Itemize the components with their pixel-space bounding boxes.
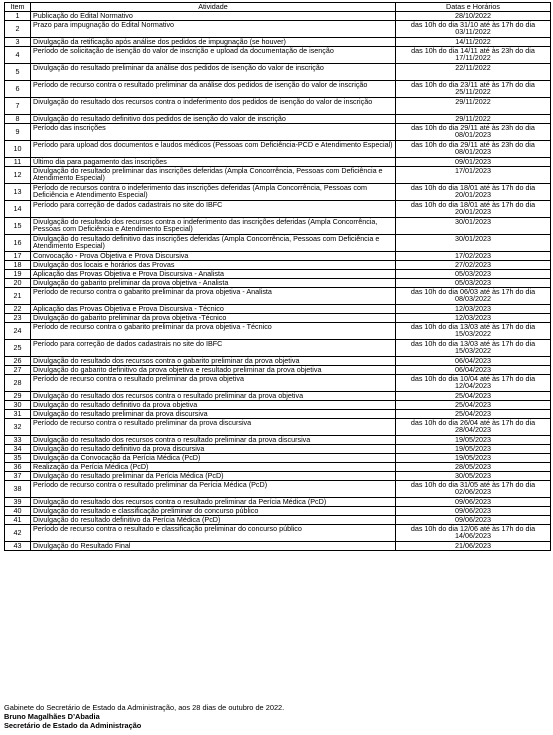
row-item-number: 16 [5,235,31,252]
row-item-number: 26 [5,357,31,366]
row-date: das 10h do dia 13/03 até às 17h do dia 15/03/2022 [396,323,551,340]
row-activity: Divulgação da Convocação da Perícia Médica (PcD) [31,454,396,463]
row-item-number: 13 [5,184,31,201]
row-activity: Divulgação do resultado dos recursos contra o indeferimento dos pedidos de isenção do valor de inscrição [31,98,396,115]
row-item-number: 29 [5,392,31,401]
row-date: das 10h do dia 23/11 até às 17h do dia 25/11/2022 [396,81,551,98]
row-date: 14/11/2022 [396,38,551,47]
row-date: das 10h do dia 29/11 até às 23h do dia 08/01/2023 [396,141,551,158]
row-activity: Divulgação da retificação após análise dos pedidos de impugnação (se houver) [31,38,396,47]
table-row [5,525,551,542]
table-row [5,323,551,340]
row-activity: Período de recurso contra o resultado preliminar da prova discursiva [31,419,396,436]
row-date: 28/10/2022 [396,12,551,21]
row-activity: Período de solicitação de isenção do valor de inscrição e upload da documentação de isenção [31,47,396,64]
row-date: das 10h do dia 13/03 até às 17h do dia 15/03/2022 [396,340,551,357]
table-row [5,141,551,158]
row-activity: Período para correção de dados cadastrais no site do IBFC [31,201,396,218]
schedule-table [4,2,551,551]
row-date: das 10h do dia 10/04 até às 17h do dia 12/04/2023 [396,375,551,392]
table-row [5,218,551,235]
row-date: 27/02/2023 [396,261,551,270]
row-date: 12/03/2023 [396,305,551,314]
row-item-number: 41 [5,516,31,525]
row-item-number: 28 [5,375,31,392]
row-date: das 10h do dia 31/05 até às 17h do dia 02/06/2023 [396,481,551,498]
row-activity: Último dia para pagamento das inscrições [31,158,396,167]
row-activity: Divulgação do resultado definitivo da Perícia Médica (PcD) [31,516,396,525]
row-item-number: 42 [5,525,31,542]
row-date: 09/06/2023 [396,516,551,525]
row-item-number: 39 [5,498,31,507]
row-date: das 10h do dia 14/11 até às 23h do dia 17/11/2022 [396,47,551,64]
row-item-number: 4 [5,47,31,64]
row-activity: Divulgação do gabarito definitivo da prova objetiva e resultado preliminar da prova objetiva [31,366,396,375]
row-date: 21/06/2023 [396,542,551,551]
table-row [5,481,551,498]
row-activity: Aplicação das Provas Objetiva e Prova Discursiva - Técnico [31,305,396,314]
row-activity: Prazo para impugnação do Edital Normativo [31,21,396,38]
row-item-number: 1 [5,12,31,21]
row-item-number: 3 [5,38,31,47]
row-item-number: 7 [5,98,31,115]
row-date: 05/03/2023 [396,279,551,288]
row-activity: Período de recurso contra o resultado preliminar da análise dos pedidos de isenção do valor de inscrição [31,81,396,98]
table-row [5,340,551,357]
row-activity: Realização da Perícia Médica (PcD) [31,463,396,472]
row-item-number: 10 [5,141,31,158]
row-date: 30/05/2023 [396,472,551,481]
row-date: 19/05/2023 [396,436,551,445]
row-date: 19/05/2023 [396,454,551,463]
row-activity: Divulgação do resultado preliminar da prova discursiva [31,410,396,419]
row-activity: Divulgação do resultado dos recursos contra o indeferimento das inscrições deferidas (Ampla Concorrência, Pessoas com Deficiência e Atendimento Especial) [31,218,396,235]
row-activity: Período de recurso contra o resultado preliminar da Perícia Médica (PcD) [31,481,396,498]
row-activity: Divulgação do resultado dos recursos contra o resultado preliminar da prova objetiva [31,392,396,401]
row-activity: Período de recursos contra o indeferimento das inscrições deferidas (Ampla Concorrência, Pessoas com Deficiência e Atendimento Especial) [31,184,396,201]
row-activity: Período para upload dos documentos e laudos médicos (Pessoas com Deficiência-PCD e Atendimento Especial) [31,141,396,158]
row-activity: Divulgação do gabarito preliminar da prova objetiva - Analista [31,279,396,288]
row-item-number: 20 [5,279,31,288]
row-item-number: 31 [5,410,31,419]
row-item-number: 11 [5,158,31,167]
row-date: das 10h do dia 26/04 até às 17h do dia 28/04/2023 [396,419,551,436]
row-item-number: 24 [5,323,31,340]
row-activity: Divulgação do resultado preliminar da Perícia Médica (PcD) [31,472,396,481]
header-dates: Datas e Horários [396,3,551,12]
row-activity: Publicação do Edital Normativo [31,12,396,21]
row-item-number: 38 [5,481,31,498]
row-activity: Período das inscrições [31,124,396,141]
row-date: 09/06/2023 [396,507,551,516]
row-date: 05/03/2023 [396,270,551,279]
row-activity: Período de recurso contra o resultado preliminar da prova objetiva [31,375,396,392]
table-row [5,375,551,392]
row-activity: Período de recurso contra o gabarito preliminar da prova objetiva - Analista [31,288,396,305]
row-item-number: 32 [5,419,31,436]
row-activity: Divulgação do resultado e classificação preliminar do concurso público [31,507,396,516]
row-activity: Divulgação do resultado definitivo da prova discursiva [31,445,396,454]
table-row [5,98,551,115]
row-item-number: 6 [5,81,31,98]
row-activity: Divulgação do resultado definitivo dos pedidos de isenção do valor de inscrição [31,115,396,124]
row-item-number: 5 [5,64,31,81]
row-date: 09/01/2023 [396,158,551,167]
row-item-number: 15 [5,218,31,235]
row-date: 30/01/2023 [396,218,551,235]
row-date: 25/04/2023 [396,392,551,401]
row-item-number: 14 [5,201,31,218]
row-date: 28/05/2023 [396,463,551,472]
row-activity: Período para correção de dados cadastrais no site do IBFC [31,340,396,357]
row-date: das 10h do dia 06/03 até às 17h do dia 08/03/2022 [396,288,551,305]
row-date: das 10h do dia 12/06 até às 17h do dia 14/06/2023 [396,525,551,542]
row-item-number: 27 [5,366,31,375]
row-item-number: 30 [5,401,31,410]
header-activity: Atividade [31,3,396,12]
table-row [5,201,551,218]
table-row [5,64,551,81]
footer-signer-role: Secretário de Estado da Administração [4,721,142,730]
row-item-number: 36 [5,463,31,472]
row-date: das 10h do dia 18/01 até às 17h do dia 20/01/2023 [396,201,551,218]
row-activity: Divulgação do resultado preliminar da análise dos pedidos de isenção do valor de inscrição [31,64,396,81]
row-activity: Divulgação do resultado dos recursos contra o resultado preliminar da Perícia Médica (PcD) [31,498,396,507]
row-date: das 10h do dia 31/10 até às 17h do dia 03/11/2022 [396,21,551,38]
row-date: 22/11/2022 [396,64,551,81]
table-row [5,419,551,436]
row-activity: Período de recurso contra o gabarito preliminar da prova objetiva - Técnico [31,323,396,340]
row-item-number: 35 [5,454,31,463]
table-row [5,235,551,252]
row-activity: Divulgação do resultado dos recursos contra o resultado preliminar da prova discursiva [31,436,396,445]
row-item-number: 2 [5,21,31,38]
row-activity: Período de recurso contra o resultado e classificação preliminar do concurso público [31,525,396,542]
row-activity: Aplicação das Provas Objetiva e Prova Discursiva - Analista [31,270,396,279]
row-item-number: 22 [5,305,31,314]
row-activity: Divulgação do resultado definitivo das inscrições deferidas (Ampla Concorrência, Pessoas com Deficiência e Atendimento Especial) [31,235,396,252]
table-row [5,47,551,64]
row-item-number: 8 [5,115,31,124]
table-row [5,184,551,201]
row-activity: Divulgação do resultado dos recursos contra o gabarito preliminar da prova objetiva [31,357,396,366]
table-row [5,288,551,305]
row-date: 06/04/2023 [396,357,551,366]
footer-signer-name: Bruno Magalhães D’Abadia [4,712,100,721]
row-item-number: 9 [5,124,31,141]
row-date: 17/01/2023 [396,167,551,184]
row-item-number: 33 [5,436,31,445]
row-item-number: 25 [5,340,31,357]
table-row [5,21,551,38]
row-date: 12/03/2023 [396,314,551,323]
row-activity: Divulgação do resultado preliminar das inscrições deferidas (Ampla Concorrência, Pessoas com Deficiência e Atendimento Especial) [31,167,396,184]
row-date: 25/04/2023 [396,401,551,410]
row-date: das 10h do dia 18/01 até às 17h do dia 20/01/2023 [396,184,551,201]
row-date: 19/05/2023 [396,445,551,454]
table-row [5,167,551,184]
header-item: Item [5,3,31,12]
row-item-number: 34 [5,445,31,454]
table-row [5,81,551,98]
row-item-number: 12 [5,167,31,184]
row-date: 30/01/2023 [396,235,551,252]
row-item-number: 37 [5,472,31,481]
footer-place-date: Gabinete do Secretário de Estado da Administração, aos 28 dias de outubro de 2022. [4,703,285,712]
row-activity: Divulgação do gabarito preliminar da prova objetiva -Técnico [31,314,396,323]
row-item-number: 21 [5,288,31,305]
row-item-number: 19 [5,270,31,279]
row-item-number: 43 [5,542,31,551]
row-item-number: 40 [5,507,31,516]
row-date: 06/04/2023 [396,366,551,375]
row-item-number: 17 [5,252,31,261]
row-date: 25/04/2023 [396,410,551,419]
table-row [5,542,551,551]
row-date: 29/11/2022 [396,98,551,115]
row-item-number: 23 [5,314,31,323]
row-date: 29/11/2022 [396,115,551,124]
row-date: das 10h do dia 29/11 até às 23h do dia 08/01/2023 [396,124,551,141]
row-date: 09/06/2023 [396,498,551,507]
row-activity: Divulgação dos locais e horários das Provas [31,261,396,270]
row-activity: Convocação - Prova Objetiva e Prova Discursiva [31,252,396,261]
row-activity: Divulgação do resultado definitivo da prova objetiva [31,401,396,410]
row-date: 17/02/2023 [396,252,551,261]
row-item-number: 18 [5,261,31,270]
table-row [5,124,551,141]
table-body [5,12,551,551]
row-activity: Divulgação do Resultado Final [31,542,396,551]
